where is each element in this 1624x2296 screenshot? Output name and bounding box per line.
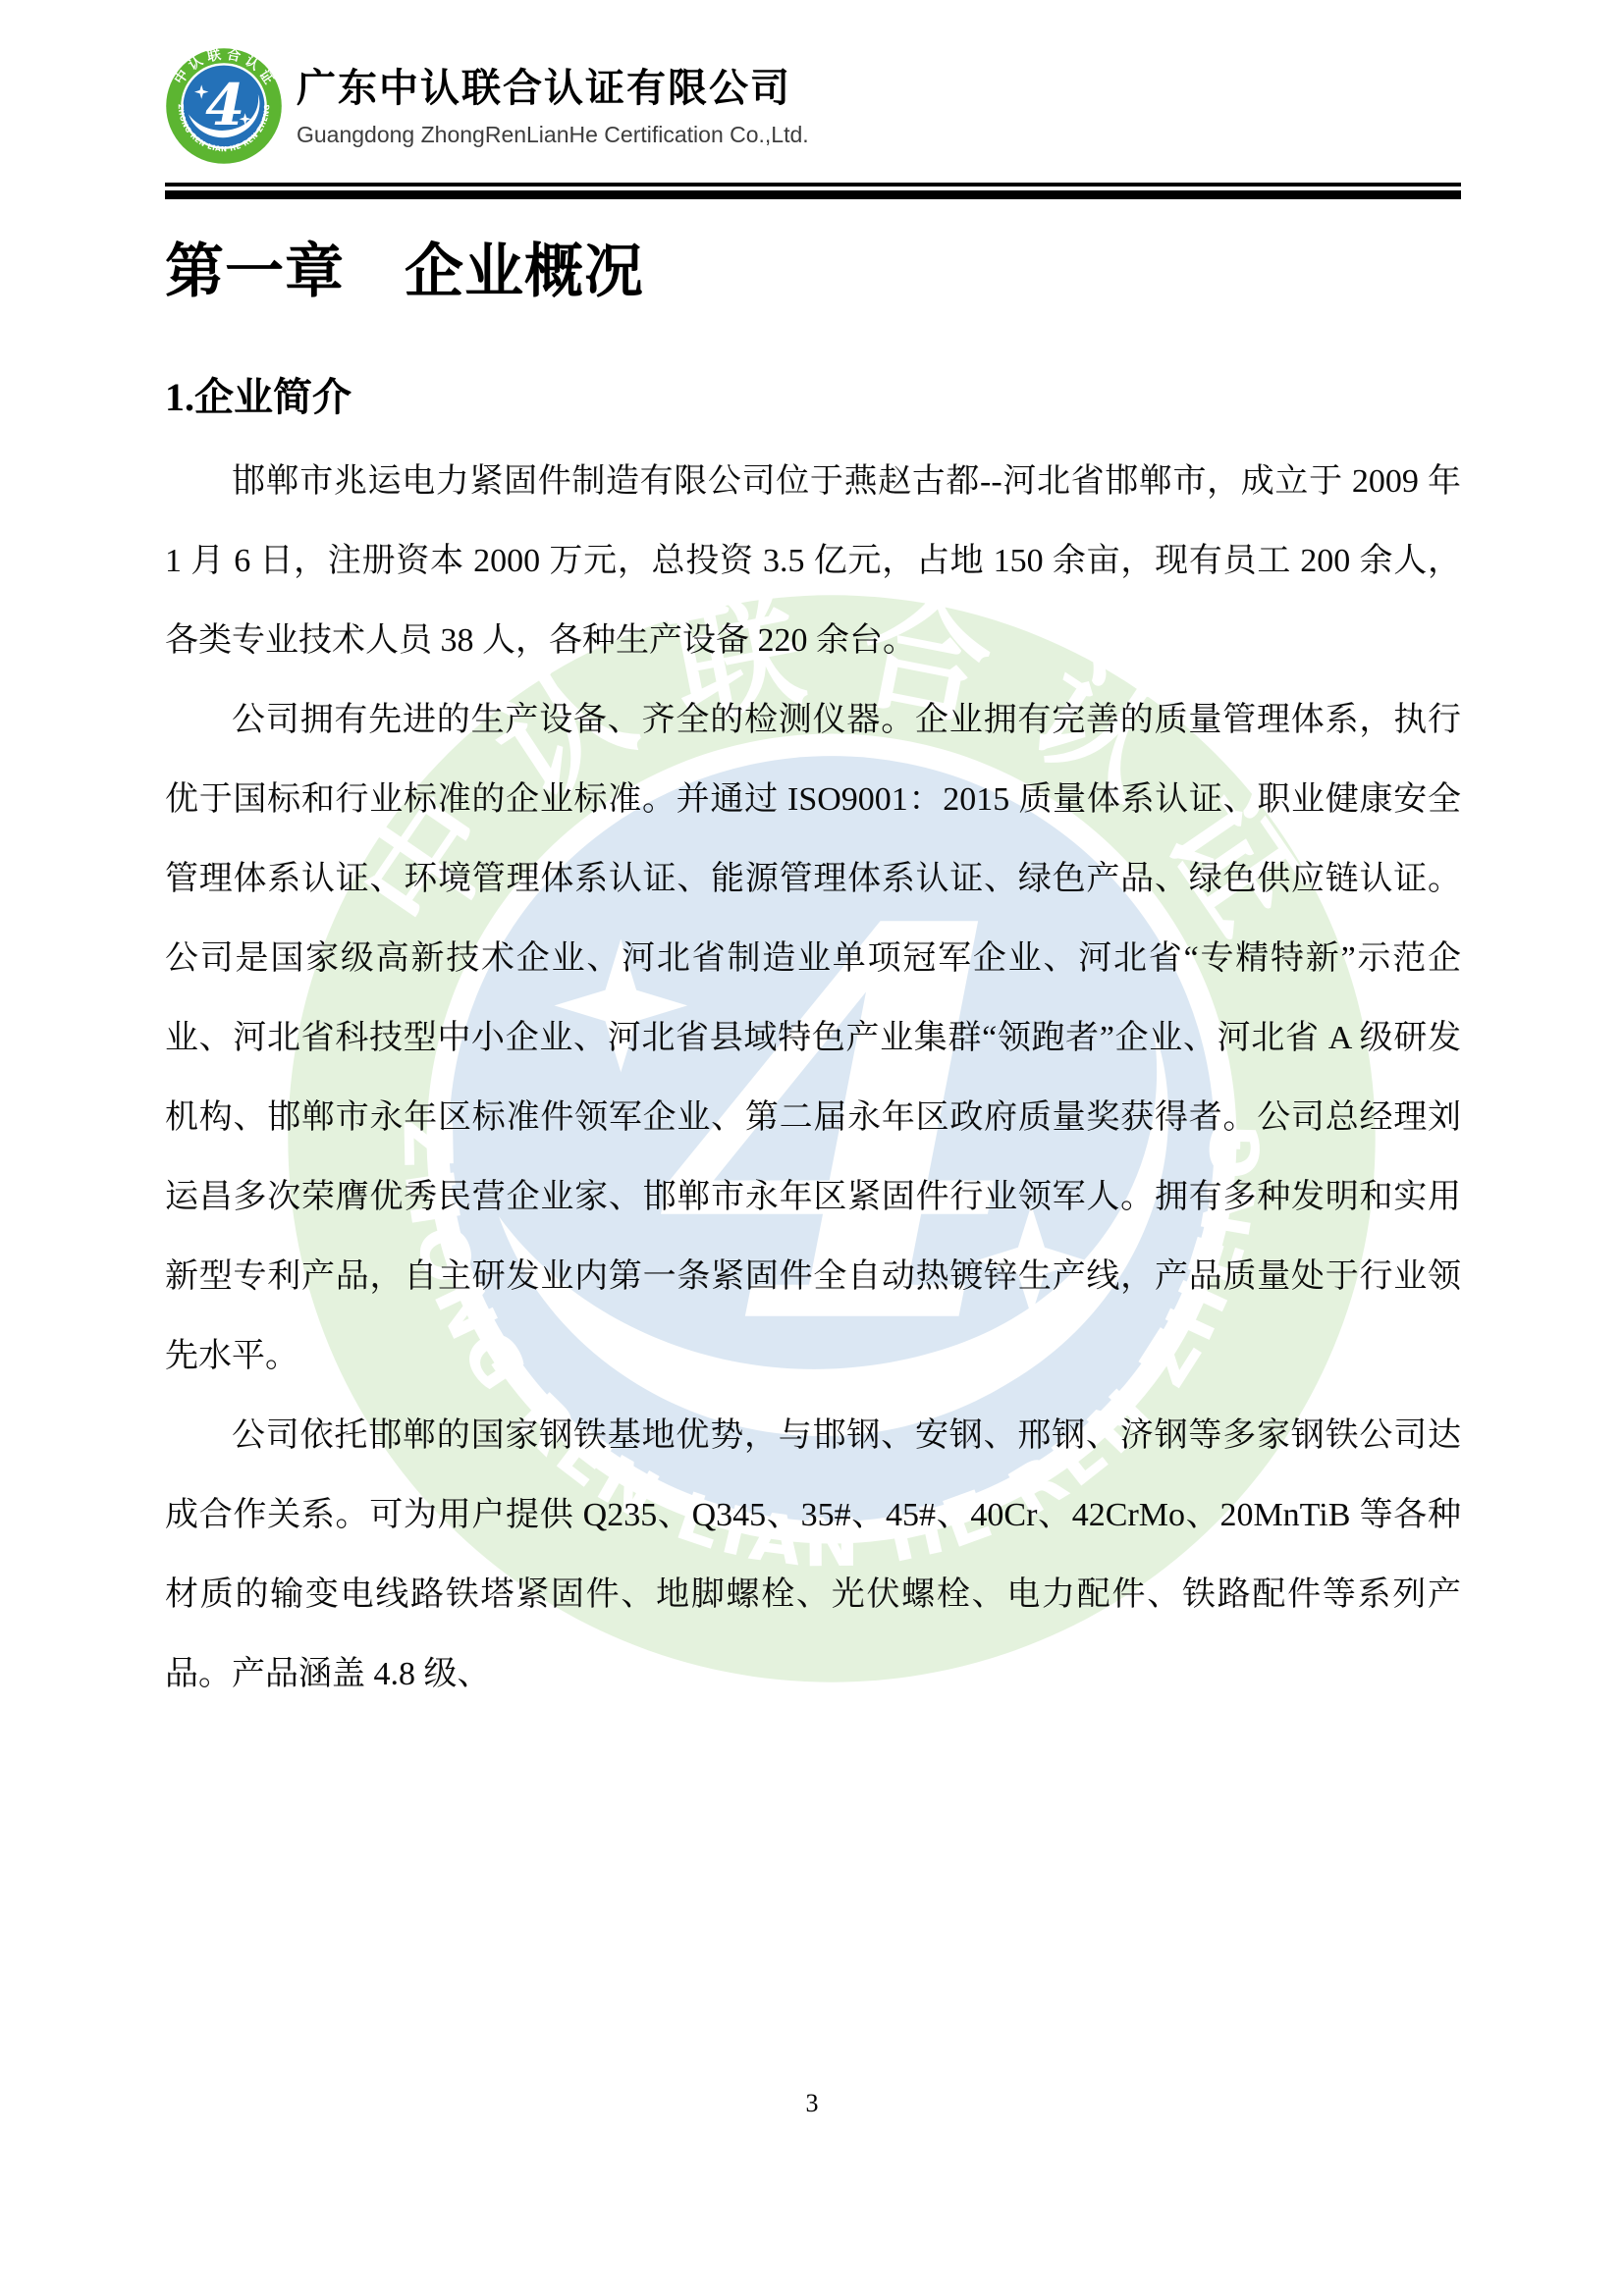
- company-logo: [165, 47, 283, 165]
- paragraph: 公司拥有先进的生产设备、齐全的检测仪器。企业拥有完善的质量管理体系，执行优于国标和行业标准的企业标准。并通过 ISO9001：2015 质量体系认证、职业健康安全管理体系认证、环境管理体系认证、能源管理体系认证、绿色产品、绿色供应链认证。公司是国家级高新技术企业、河北省制造业单项冠军企业、河北省“专精特新”示范企业、河北省科技型中小企业、河北省县域特色产业集群“领跑者”企业、河北省 A 级研发机构、邯郸市永年区标准件领军企业、第二届永年区政府质量奖获得者。公司总经理刘运昌多次荣膺优秀民营企业家、邯郸市永年区紧固件行业领军人。拥有多种发明和实用新型专利产品，自主研发业内第一条紧固件全自动热镀锌生产线，产品质量处于行业领先水平。: [165, 702, 1461, 1374]
- company-name-en: Guangdong ZhongRenLianHe Certification Co.,Ltd.: [297, 121, 809, 147]
- paragraph: 公司依托邯郸的国家钢铁基地优势，与邯钢、安钢、邢钢、济钢等多家钢铁公司达成合作关系。可为用户提供 Q235、Q345、35#、45#、40Cr、42CrMo、20MnTiB 等各种材质的输变电线路铁塔紧固件、地脚螺栓、光伏螺栓、电力配件、铁路配件等系列产品。产品涵盖 4.8 级、: [165, 1417, 1461, 1692]
- header: [165, 47, 1461, 165]
- header-rule-thin: [165, 183, 1461, 187]
- chapter-title: 第一章 企业概况: [165, 240, 644, 304]
- section-heading: 1.企业简介: [165, 375, 352, 419]
- header-text: [297, 65, 809, 148]
- header-rule-thick: [165, 190, 1461, 199]
- paragraph: 邯郸市兆运电力紧固件制造有限公司位于燕赵古都--河北省邯郸市，成立于 2009 年 1 月 6 日，注册资本 2000 万元，总投资 3.5 亿元，占地 150 余亩，现有员工 200 余人，各类专业技术人员 38 人，各种生产设备 220 余台。: [165, 463, 1461, 659]
- page-number: 3: [805, 2089, 819, 2117]
- company-name-cn: 广东中认联合认证有限公司: [297, 66, 791, 110]
- body-text: [165, 442, 1461, 1714]
